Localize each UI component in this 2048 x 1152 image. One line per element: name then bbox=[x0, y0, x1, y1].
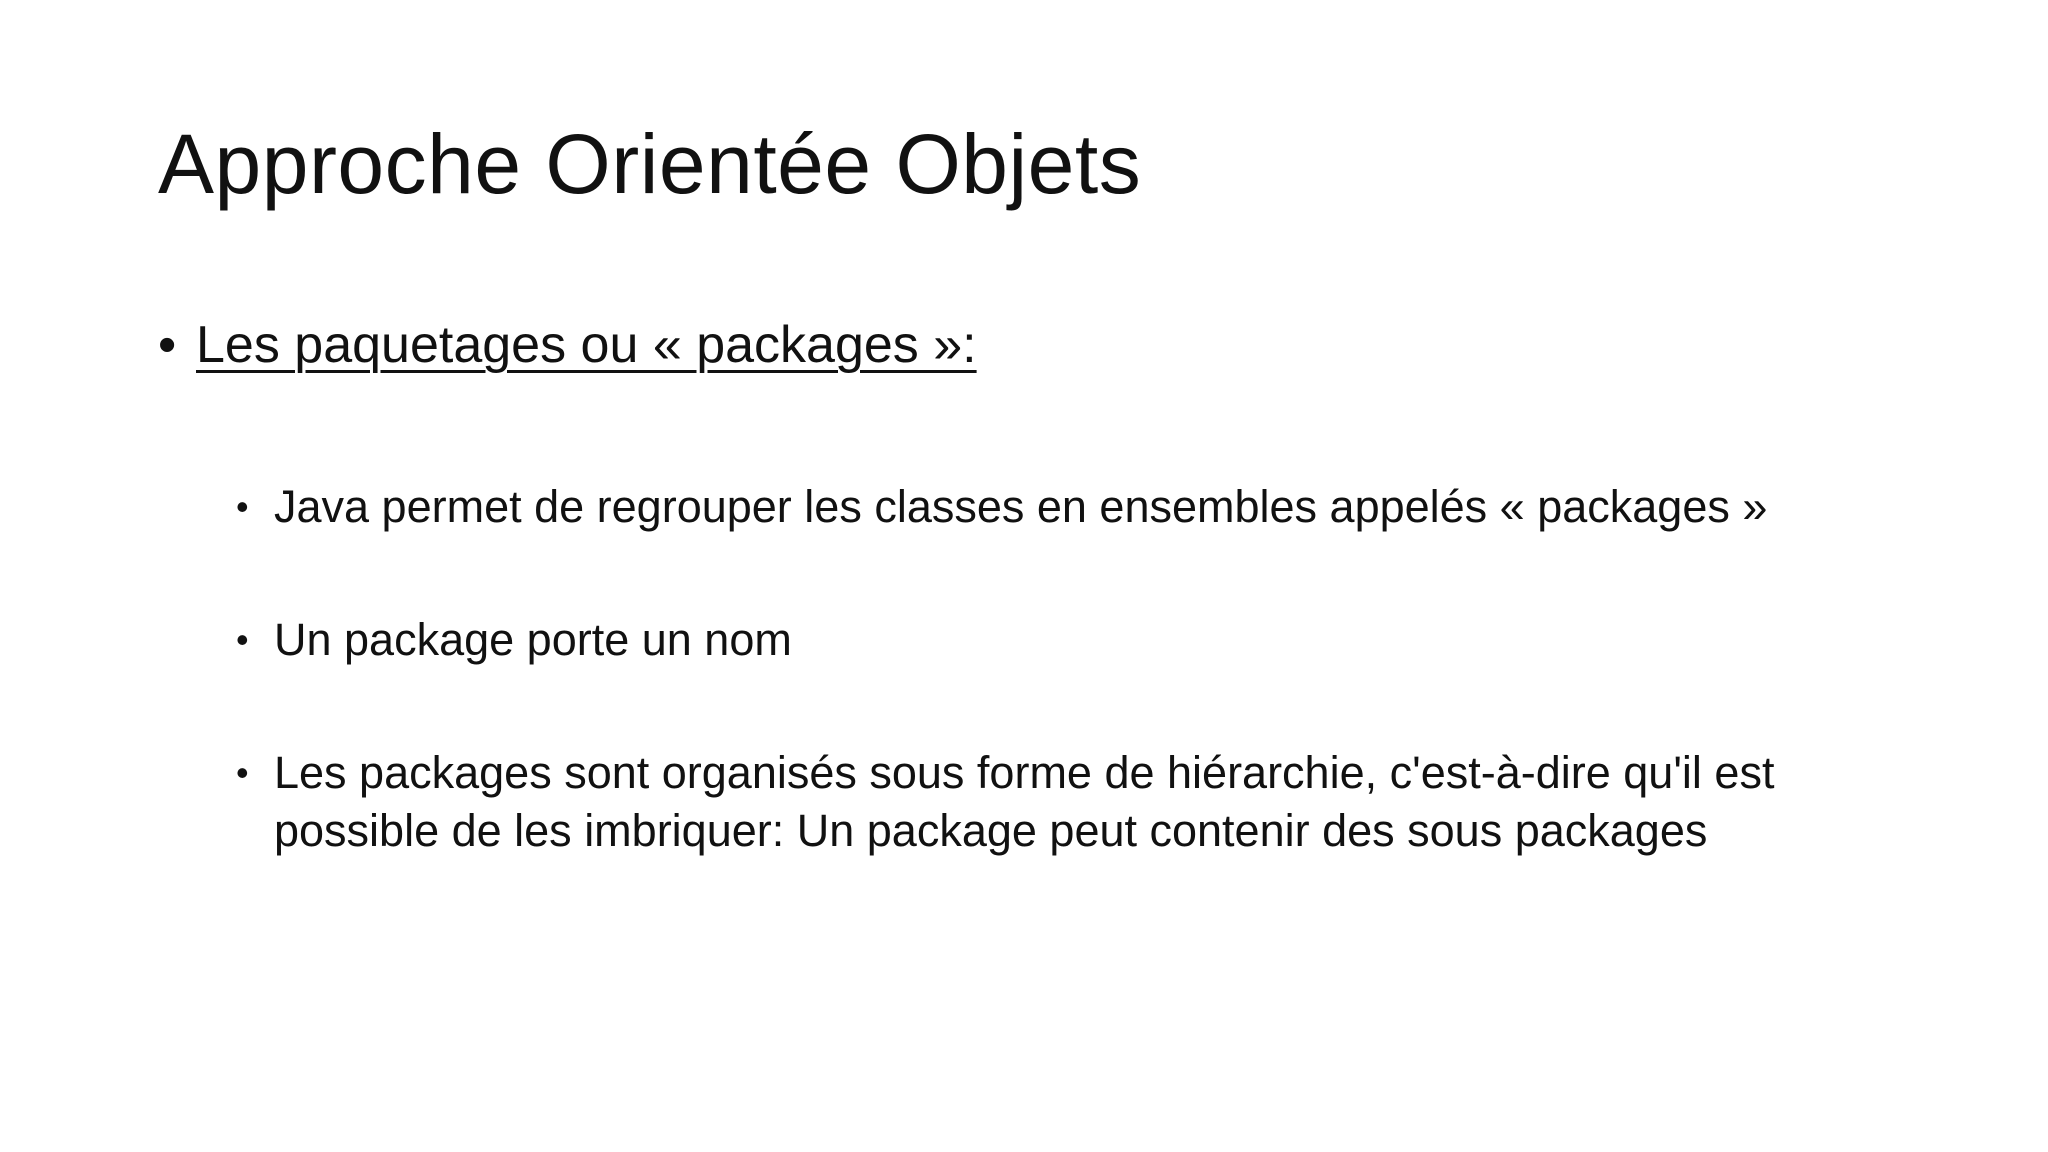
main-bullet-text: Les paquetages ou « packages »: bbox=[196, 316, 977, 374]
main-bullet bbox=[158, 314, 977, 376]
sub-bullet-text: Java permet de regrouper les classes en ensembles appelés « packages » bbox=[274, 481, 1768, 532]
sub-bullet-item bbox=[236, 744, 1876, 860]
sub-bullet-text: Les packages sont organisés sous forme de hiérarchie, c'est-à-dire qu'il est possible de les imbriquer: Un package peut contenir des sous packages bbox=[274, 747, 1775, 856]
sub-bullet-list bbox=[236, 478, 1876, 935]
bullet-marker: • bbox=[158, 316, 177, 374]
slide-title: Approche Orientée Objets bbox=[158, 117, 1142, 211]
bullet-marker: • bbox=[236, 486, 249, 527]
bullet-marker: • bbox=[236, 619, 249, 660]
sub-bullet-text: Un package porte un nom bbox=[274, 614, 792, 665]
sub-bullet-item bbox=[236, 478, 1876, 536]
sub-bullet-item bbox=[236, 611, 1876, 669]
bullet-marker: • bbox=[236, 752, 249, 793]
